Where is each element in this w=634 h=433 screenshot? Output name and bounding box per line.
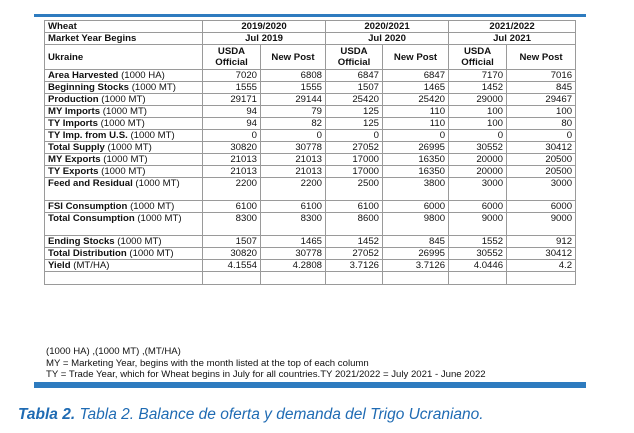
table-row xyxy=(45,201,576,213)
value-cell: 1555 xyxy=(203,82,261,94)
value-cell: 2200 xyxy=(261,178,326,201)
value-cell: 8300 xyxy=(261,213,326,236)
value-cell: 9800 xyxy=(383,213,449,236)
country-label: Ukraine xyxy=(45,45,203,70)
value-cell: 20500 xyxy=(507,154,576,166)
value-cell: 0 xyxy=(261,130,326,142)
value-cell: 8300 xyxy=(203,213,261,236)
value-cell: 8600 xyxy=(326,213,383,236)
row-label xyxy=(45,106,203,118)
table-row xyxy=(45,236,576,248)
value-cell: 20000 xyxy=(449,154,507,166)
value-cell: 80 xyxy=(507,118,576,130)
value-cell: 3000 xyxy=(507,178,576,201)
value-cell: 6000 xyxy=(449,201,507,213)
table-row xyxy=(45,70,576,82)
value-cell: 0 xyxy=(326,130,383,142)
row-label xyxy=(45,166,203,178)
value-cell: 7020 xyxy=(203,70,261,82)
table-row xyxy=(45,154,576,166)
table-row xyxy=(45,166,576,178)
column-new-post: New Post xyxy=(261,45,326,70)
table-row xyxy=(45,178,576,201)
column-usda-official: USDA Official xyxy=(449,45,507,70)
column-new-post: New Post xyxy=(507,45,576,70)
table-row xyxy=(45,130,576,142)
value-cell: 6100 xyxy=(326,201,383,213)
row-label-name: Total Distribution xyxy=(48,248,127,259)
row-label-unit: (1000 MT) xyxy=(114,236,162,247)
blank-cell xyxy=(45,272,203,285)
row-label xyxy=(45,201,203,213)
value-cell: 1465 xyxy=(261,236,326,248)
row-label xyxy=(45,178,203,201)
column-usda-official: USDA Official xyxy=(203,45,261,70)
value-cell: 0 xyxy=(449,130,507,142)
value-cell: 4.1554 xyxy=(203,260,261,272)
row-label-name: Total Supply xyxy=(48,142,105,153)
table-row xyxy=(45,94,576,106)
market-year-label: Market Year Begins xyxy=(45,33,203,45)
row-label-name: MY Imports xyxy=(48,106,101,117)
header-row-year xyxy=(45,21,576,33)
value-cell: 0 xyxy=(507,130,576,142)
value-cell: 1507 xyxy=(326,82,383,94)
value-cell: 6000 xyxy=(507,201,576,213)
period-begins: Jul 2019 xyxy=(203,33,326,45)
value-cell: 26995 xyxy=(383,248,449,260)
blank-row xyxy=(45,272,576,285)
value-cell: 3000 xyxy=(449,178,507,201)
row-label-name: Yield xyxy=(48,260,71,271)
value-cell: 27052 xyxy=(326,248,383,260)
column-usda-official: USDA Official xyxy=(326,45,383,70)
row-label-unit: (1000 MT) xyxy=(132,178,180,189)
table-row xyxy=(45,118,576,130)
value-cell: 1452 xyxy=(326,236,383,248)
value-cell: 30412 xyxy=(507,142,576,154)
value-cell: 29171 xyxy=(203,94,261,106)
table-row xyxy=(45,82,576,94)
value-cell: 1452 xyxy=(449,82,507,94)
value-cell: 21013 xyxy=(261,166,326,178)
value-cell: 25420 xyxy=(326,94,383,106)
caption-text: Tabla 2. Balance de oferta y demanda del Trigo Ucraniano. xyxy=(75,406,484,423)
value-cell: 4.2 xyxy=(507,260,576,272)
value-cell: 4.0446 xyxy=(449,260,507,272)
table-frame xyxy=(34,14,586,388)
table-row xyxy=(45,142,576,154)
value-cell: 20500 xyxy=(507,166,576,178)
value-cell: 1555 xyxy=(261,82,326,94)
row-label-unit: (1000 MT) xyxy=(127,201,175,212)
value-cell: 21013 xyxy=(261,154,326,166)
row-label-name: TY Imports xyxy=(48,118,98,129)
value-cell: 79 xyxy=(261,106,326,118)
period-year: 2020/2021 xyxy=(326,21,449,33)
value-cell: 100 xyxy=(449,106,507,118)
value-cell: 912 xyxy=(507,236,576,248)
table-row xyxy=(45,213,576,236)
row-label-name: FSI Consumption xyxy=(48,201,128,212)
row-label-unit: (1000 MT) xyxy=(127,130,175,141)
row-label xyxy=(45,154,203,166)
value-cell: 9000 xyxy=(449,213,507,236)
column-new-post: New Post xyxy=(383,45,449,70)
value-cell: 100 xyxy=(449,118,507,130)
value-cell: 110 xyxy=(383,106,449,118)
value-cell: 27052 xyxy=(326,142,383,154)
value-cell: 82 xyxy=(261,118,326,130)
value-cell: 21013 xyxy=(203,154,261,166)
value-cell: 26995 xyxy=(383,142,449,154)
row-label xyxy=(45,118,203,130)
value-cell: 6847 xyxy=(326,70,383,82)
row-label-name: Production xyxy=(48,94,99,105)
row-label-name: Beginning Stocks xyxy=(48,82,130,93)
value-cell: 6100 xyxy=(203,201,261,213)
row-label-name: Feed and Residual xyxy=(48,178,133,189)
row-label xyxy=(45,248,203,260)
row-label-name: Ending Stocks xyxy=(48,236,115,247)
value-cell: 30778 xyxy=(261,248,326,260)
value-cell: 30820 xyxy=(203,142,261,154)
table-row xyxy=(45,106,576,118)
row-label xyxy=(45,82,203,94)
period-begins: Jul 2020 xyxy=(326,33,449,45)
value-cell: 6808 xyxy=(261,70,326,82)
row-label xyxy=(45,260,203,272)
value-cell: 6847 xyxy=(383,70,449,82)
row-label-unit: (1000 MT) xyxy=(98,94,146,105)
value-cell: 20000 xyxy=(449,166,507,178)
value-cell: 6000 xyxy=(383,201,449,213)
row-label xyxy=(45,70,203,82)
value-cell: 16350 xyxy=(383,154,449,166)
value-cell: 30778 xyxy=(261,142,326,154)
row-label-name: Total Consumption xyxy=(48,213,135,224)
footnote-marketing-year: MY = Marketing Year, begins with the month listed at the top of each column xyxy=(46,357,369,369)
value-cell: 1552 xyxy=(449,236,507,248)
row-label-unit: (1000 MT) xyxy=(100,154,148,165)
value-cell: 4.2808 xyxy=(261,260,326,272)
value-cell: 0 xyxy=(203,130,261,142)
row-label xyxy=(45,236,203,248)
value-cell: 29467 xyxy=(507,94,576,106)
row-label-unit: (1000 MT) xyxy=(126,248,174,259)
period-year: 2019/2020 xyxy=(203,21,326,33)
value-cell: 845 xyxy=(383,236,449,248)
table-body xyxy=(45,21,576,285)
value-cell: 0 xyxy=(383,130,449,142)
row-label-name: TY Imp. from U.S. xyxy=(48,130,128,141)
value-cell: 94 xyxy=(203,106,261,118)
value-cell: 125 xyxy=(326,106,383,118)
row-label-unit: (1000 MT) xyxy=(100,106,147,117)
blank-cell xyxy=(326,272,383,285)
row-label-name: Area Harvested xyxy=(48,70,119,81)
blank-cell xyxy=(261,272,326,285)
value-cell: 25420 xyxy=(383,94,449,106)
row-label-unit: (1000 MT) xyxy=(98,166,146,177)
blank-cell xyxy=(507,272,576,285)
value-cell: 16350 xyxy=(383,166,449,178)
period-year: 2021/2022 xyxy=(449,21,576,33)
header-row-columns xyxy=(45,45,576,70)
wheat-supply-demand-table xyxy=(44,20,576,285)
row-label-unit: (1000 MT) xyxy=(104,142,152,153)
header-row-begins xyxy=(45,33,576,45)
value-cell: 30820 xyxy=(203,248,261,260)
row-label xyxy=(45,94,203,106)
footnotes xyxy=(46,346,486,381)
value-cell: 21013 xyxy=(203,166,261,178)
row-label-unit: (1000 MT) xyxy=(134,213,182,224)
value-cell: 3800 xyxy=(383,178,449,201)
footnote-units: (1000 HA) ,(1000 MT) ,(MT/HA) xyxy=(46,346,181,357)
value-cell: 7016 xyxy=(507,70,576,82)
row-label-unit: (1000 HA) xyxy=(118,70,165,81)
period-begins: Jul 2021 xyxy=(449,33,576,45)
table-row xyxy=(45,248,576,260)
value-cell: 1465 xyxy=(383,82,449,94)
footnote-trade-year: TY = Trade Year, which for Wheat begins in July for all countries.TY 2021/2022 = July 2021 - June 2022 xyxy=(46,369,486,380)
value-cell: 3.7126 xyxy=(326,260,383,272)
value-cell: 7170 xyxy=(449,70,507,82)
blank-cell xyxy=(203,272,261,285)
value-cell: 17000 xyxy=(326,166,383,178)
value-cell: 29000 xyxy=(449,94,507,106)
row-label-unit: (1000 MT) xyxy=(97,118,145,129)
value-cell: 845 xyxy=(507,82,576,94)
row-label-name: MY Exports xyxy=(48,154,101,165)
value-cell: 110 xyxy=(383,118,449,130)
row-label xyxy=(45,213,203,236)
value-cell: 30552 xyxy=(449,248,507,260)
value-cell: 1507 xyxy=(203,236,261,248)
value-cell: 29144 xyxy=(261,94,326,106)
row-label-unit: (1000 MT) xyxy=(129,82,176,93)
row-label xyxy=(45,142,203,154)
table-caption xyxy=(18,406,484,424)
value-cell: 2200 xyxy=(203,178,261,201)
value-cell: 6100 xyxy=(261,201,326,213)
commodity-label: Wheat xyxy=(45,21,203,33)
blank-cell xyxy=(449,272,507,285)
row-label xyxy=(45,130,203,142)
value-cell: 94 xyxy=(203,118,261,130)
caption-prefix: Tabla 2. xyxy=(18,406,76,423)
row-label-unit: (MT/HA) xyxy=(70,260,110,271)
value-cell: 17000 xyxy=(326,154,383,166)
row-label-name: TY Exports xyxy=(48,166,99,177)
value-cell: 100 xyxy=(507,106,576,118)
value-cell: 30412 xyxy=(507,248,576,260)
value-cell: 3.7126 xyxy=(383,260,449,272)
blank-cell xyxy=(383,272,449,285)
value-cell: 30552 xyxy=(449,142,507,154)
table-row xyxy=(45,260,576,272)
value-cell: 125 xyxy=(326,118,383,130)
value-cell: 2500 xyxy=(326,178,383,201)
value-cell: 9000 xyxy=(507,213,576,236)
